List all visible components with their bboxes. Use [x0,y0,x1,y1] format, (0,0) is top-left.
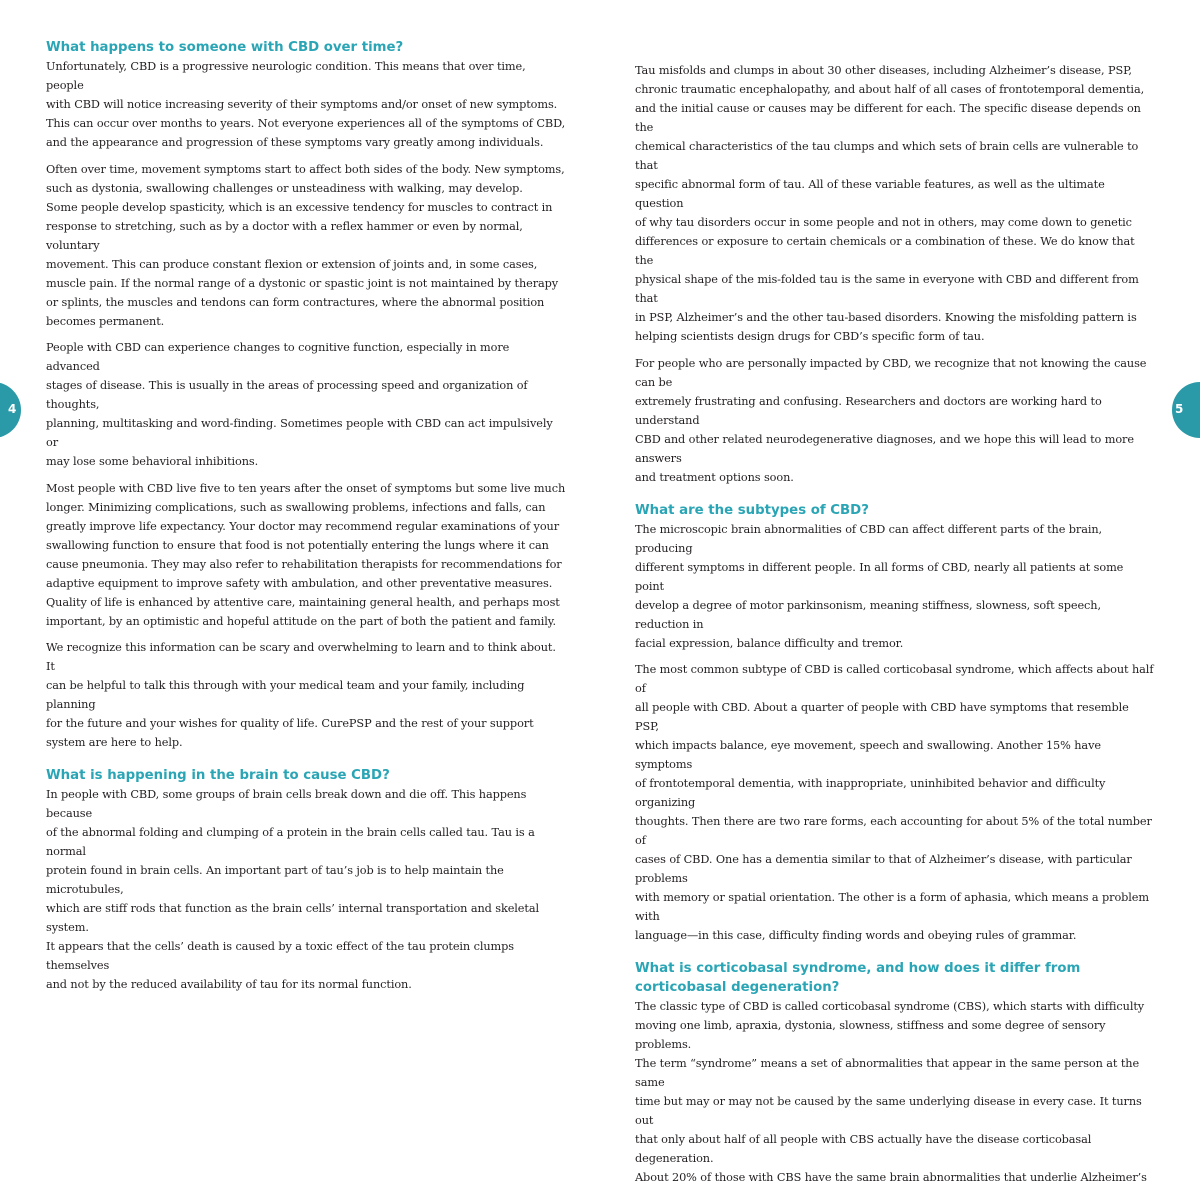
text-line: In people with CBD, some groups of brain cells break down and die off. This happens because [46,788,527,820]
text-line: corticobasal degeneration? [635,980,840,995]
heading-cbd-over-time: What happens to someone with CBD over time? [46,40,404,55]
text-line: It appears that the cells’ death is caused by a toxic effect of the tau protein clumps themselves [46,940,514,972]
text-line: that only about half of all people with CBS actually have the disease corticobasal degeneration. [635,1133,1092,1165]
text-line: We recognize this information can be scary and overwhelming to learn and to think about. It [46,641,556,673]
text-line: which impacts balance, eye movement, speech and swallowing. Another 15% have symptoms [635,739,1101,771]
page-number-tab-left [0,382,21,438]
text-line: different symptoms in different people. In all forms of CBD, nearly all patients at some point [635,560,1124,593]
text-line: Some people develop spasticity, which is an excessive tendency for muscles to contract in [46,200,553,214]
text-line: protein found in brain cells. An important part of tau’s job is to help maintain the microtubules, [46,864,504,896]
paragraph [635,997,1155,1187]
text-line: About 20% of those with CBS have the same brain abnormalities that underlie Alzheimer’s [635,1171,1147,1184]
text-line: in PSP, Alzheimer’s and the other tau-based disorders. Knowing the misfolding pattern is [635,311,1137,324]
text-line: can be helpful to talk this through with your medical team and your family, including planning [46,679,525,711]
text-line: important, by an optimistic and hopeful attitude on the part of both the patient and family. [46,614,556,628]
text-line: differences or exposure to certain chemicals or a combination of these. We do know that the [635,235,1135,267]
text-line: adaptive equipment to improve safety with ambulation, and other preventative measures. [46,576,553,590]
page-number-tab-right [1172,382,1200,438]
text-line: with CBD will notice increasing severity of their symptoms and/or onset of new symptoms. [46,98,558,111]
paragraph [635,660,1155,945]
text-line: such as dystonia, swallowing challenges or unsteadiness with walking, may develop. [46,181,523,195]
paragraph [46,638,566,752]
text-line: Unfortunately, CBD is a progressive neurologic condition. This means that over time, people [46,60,526,92]
text-line: or splints, the muscles and tendons can form contractures, where the abnormal position [46,295,545,309]
text-line: physical shape of the mis-folded tau is the same in everyone with CBD and different from that [635,273,1139,305]
text-line: all people with CBD. About a quarter of people with CBD have symptoms that resemble PSP, [635,701,1129,733]
text-line: The most common subtype of CBD is called corticobasal syndrome, which affects about half of [635,663,1154,695]
text-line: may lose some behavioral inhibitions. [46,455,259,468]
text-line: What is corticobasal syndrome, and how does it differ from [635,961,1081,976]
text-line: facial expression, balance difficulty and tremor. [635,636,904,650]
text-line: chemical characteristics of the tau clumps and which sets of brain cells are vulnerable to that [635,140,1139,172]
text-line: with memory or spatial orientation. The other is a form of aphasia, which means a problem with [635,891,1150,923]
heading-brain-cause: What is happening in the brain to cause CBD? [46,768,390,783]
text-line: stages of disease. This is usually in the areas of processing speed and organization of thoughts, [46,379,528,411]
page-number-left: 4 [8,402,17,416]
heading-cbs-vs-cbd [635,959,1155,997]
paragraph [635,61,1155,346]
text-line: People with CBD can experience changes to cognitive function, especially in more advanced [46,341,510,373]
text-line: helping scientists design drugs for CBD’s specific form of tau. [635,330,985,343]
paragraph [46,57,566,152]
text-line: Quality of life is enhanced by attentive care, maintaining general health, and perhaps most [46,595,560,609]
paragraph [46,338,566,471]
paragraph [635,520,1155,653]
text-line: cause pneumonia. They may also refer to rehabilitation therapists for recommendations for [46,557,562,571]
text-line: develop a degree of motor parkinsonism, meaning stiffness, slowness, soft speech, reduction in [635,598,1101,631]
text-line: becomes permanent. [46,314,165,328]
text-line: swallowing function to ensure that food is not potentially entering the lungs where it can [46,538,549,552]
text-line: of frontotemporal dementia, with inappropriate, uninhibited behavior and difficulty organizing [635,777,1106,809]
text-line: specific abnormal form of tau. All of these variable features, as well as the ultimate question [635,178,1105,210]
text-line: Most people with CBD live five to ten years after the onset of symptoms but some live much [46,481,566,495]
text-line: of why tau disorders occur in some people and not in others, may come down to genetic [635,216,1132,229]
text-line: The classic type of CBD is called corticobasal syndrome (CBS), which starts with difficulty [635,1000,1145,1013]
page-number-right: 5 [1175,402,1184,416]
text-line: and the appearance and progression of these symptoms vary greatly among individuals. [46,136,544,149]
right-column [635,61,1155,1187]
text-line: CBD and other related neurodegenerative diagnoses, and we hope this will lead to more answers [635,432,1134,465]
text-line: The microscopic brain abnormalities of CBD can affect different parts of the brain, producing [635,522,1103,555]
text-line: response to stretching, such as by a doctor with a reflex hammer or even by normal, voluntary [46,219,523,252]
paragraph [46,785,566,994]
text-line: and not by the reduced availability of tau for its normal function. [46,978,412,991]
text-line: planning, multitasking and word-finding. Sometimes people with CBD can act impulsively or [46,417,553,449]
text-line: chronic traumatic encephalopathy, and about half of all cases of frontotemporal dementia, [635,83,1145,96]
paragraph [46,479,566,631]
text-line: longer. Minimizing complications, such as swallowing problems, infections and falls, can [46,500,546,514]
text-line: The term “syndrome” means a set of abnormalities that appear in the same person at the same [635,1057,1140,1089]
text-line: thoughts. Then there are two rare forms, each accounting for about 5% of the total number of [635,815,1152,847]
text-line: Often over time, movement symptoms start to affect both sides of the body. New symptoms, [46,162,565,176]
text-line: language—in this case, difficulty finding words and obeying rules of grammar. [635,929,1077,942]
text-line: time but may or may not be caused by the same underlying disease in every case. It turns out [635,1095,1142,1127]
paragraph [46,160,566,331]
heading-subtypes: What are the subtypes of CBD? [635,502,869,518]
text-line: and the initial cause or causes may be different for each. The specific disease depends on the [635,102,1141,134]
text-line: This can occur over months to years. Not everyone experiences all of the symptoms of CBD, [46,117,566,130]
text-line: movement. This can produce constant flexion or extension of joints and, in some cases, [46,257,538,271]
text-line: muscle pain. If the normal range of a dystonic or spastic joint is not maintained by therapy [46,276,559,290]
text-line: and treatment options soon. [635,470,794,484]
text-line: moving one limb, apraxia, dystonia, slowness, stiffness and some degree of sensory problems. [635,1019,1106,1051]
left-column [46,38,566,994]
text-line: Tau misfolds and clumps in about 30 other diseases, including Alzheimer’s disease, PSP, [635,64,1132,77]
text-line: cases of CBD. One has a dementia similar to that of Alzheimer’s disease, with particular problems [635,853,1132,885]
paragraph [635,354,1155,487]
text-line: for the future and your wishes for quality of life. CurePSP and the rest of your support [46,717,534,730]
text-line: of the abnormal folding and clumping of a protein in the brain cells called tau. Tau is a normal [46,826,535,858]
text-line: For people who are personally impacted by CBD, we recognize that not knowing the cause can be [635,356,1147,389]
text-line: extremely frustrating and confusing. Researchers and doctors are working hard to understand [635,394,1102,427]
text-line: system are here to help. [46,736,183,749]
text-line: greatly improve life expectancy. Your doctor may recommend regular examinations of your [46,519,560,533]
text-line: which are stiff rods that function as the brain cells’ internal transportation and skeletal system. [46,902,539,934]
